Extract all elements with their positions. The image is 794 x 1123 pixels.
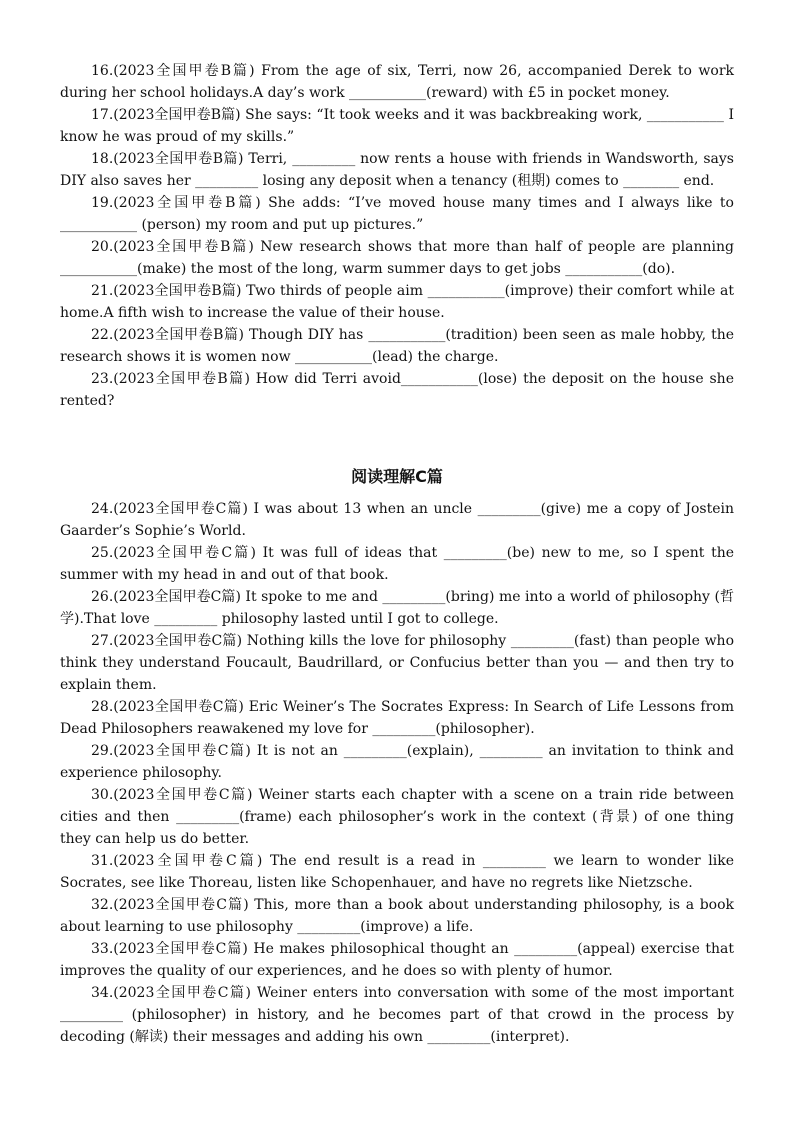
question-26: 26.(2023全国甲卷C篇) It spoke to me and _________(bring) me into a world of philosophy (哲学).That love _________ philosophy lasted until I got to college. [60,589,734,627]
question-33: 33.(2023全国甲卷C篇) He makes philosophical thought an _________(appeal) exercise that improves the quality of our experiences, and he does so with plenty of humor. [60,941,734,979]
question-34: 34.(2023全国甲卷C篇) Weiner enters into conversation with some of the most important _________ (philosopher) in history, and he becomes part of that crowd in the process by decoding (解读) their messages and adding his own _________(interpret). [60,985,734,1045]
question-28: 28.(2023全国甲卷C篇) Eric Weiner’s The Socrates Express: In Search of Life Lessons from Dead Philosophers reawakened my love for _________(philosopher). [60,699,734,737]
question-32: 32.(2023全国甲卷C篇) This, more than a book about understanding philosophy, is a book about learning to use philosophy _________(improve) a life. [60,897,734,935]
section-c-title: 阅读理解C篇 [351,467,443,486]
question-23: 23.(2023全国甲卷B篇) How did Terri avoid___________(lose) the deposit on the house she rented? [60,371,734,409]
question-21: 21.(2023全国甲卷B篇) Two thirds of people aim ___________(improve) their comfort while at home.A fifth wish to increase the value of their house. [60,283,734,321]
question-19: 19.(2023全国甲卷B篇) She adds: “I’ve moved house many times and I always like to ___________ (person) my room and put up pictures.” [60,195,734,233]
question-18: 18.(2023全国甲卷B篇) Terri, _________ now rents a house with friends in Wandsworth, says DIY also saves her _________ losing any deposit when a tenancy (租期) comes to ________ end. [60,151,734,189]
section-b-questions [60,60,734,412]
question-24: 24.(2023全国甲卷C篇) I was about 13 when an uncle _________(give) me a copy of Jostein Gaarder’s Sophie’s World. [60,501,734,539]
question-27: 27.(2023全国甲卷C篇) Nothing kills the love for philosophy _________(fast) than people who think they understand Foucault, Baudrillard, or Confucius better than you — and then try to explain them. [60,633,734,693]
section-c-questions [60,498,734,1048]
question-20: 20.(2023全国甲卷B篇) New research shows that more than half of people are planning ___________(make) the most of the long, warm summer days to get jobs ___________(do). [60,239,734,277]
question-25: 25.(2023全国甲卷C篇) It was full of ideas that _________(be) new to me, so I spent the summer with my head in and out of that book. [60,545,734,583]
question-30: 30.(2023全国甲卷C篇) Weiner starts each chapter with a scene on a train ride between cities and then _________(frame) each philosopher’s work in the context (背景) of one thing they can help us do better. [60,787,734,847]
question-31: 31.(2023全国甲卷C篇) The end result is a read in _________ we learn to wonder like Socrates, see like Thoreau, listen like Schopenhauer, and have no regrets like Nietzsche. [60,853,734,891]
question-16: 16.(2023全国甲卷B篇) From the age of six, Terri, now 26, accompanied Derek to work during her school holidays.A day’s work ___________(reward) with £5 in pocket money. [60,63,734,101]
question-17: 17.(2023全国甲卷B篇) She says: “It took weeks and it was backbreaking work, ___________ I know he was proud of my skills.” [60,107,734,145]
question-29: 29.(2023全国甲卷C篇) It is not an _________(explain), _________ an invitation to think and experience philosophy. [60,743,734,781]
question-22: 22.(2023全国甲卷B篇) Though DIY has ___________(tradition) been seen as male hobby, the research shows it is women now ___________(lead) the charge. [60,327,734,365]
